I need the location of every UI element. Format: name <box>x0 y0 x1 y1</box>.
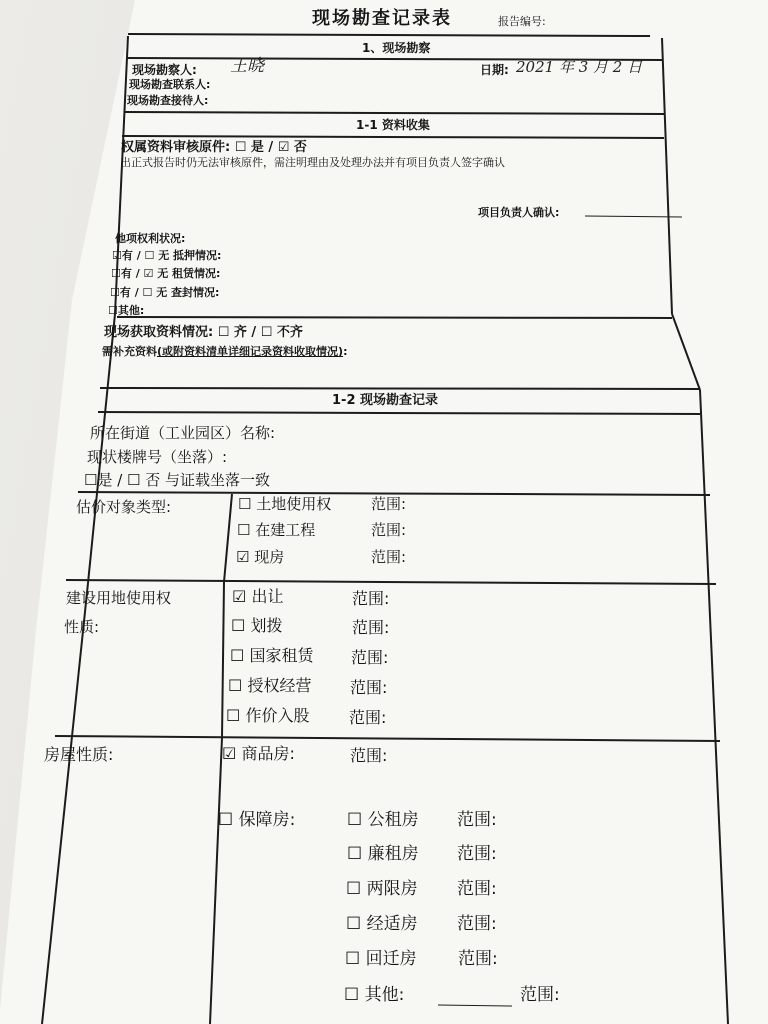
street-label: 所在街道（工业园区）名称: <box>90 424 276 442</box>
affordable-public-rental-range: 范围: <box>457 810 497 830</box>
page-title: 现场勘查记录表 <box>312 8 452 29</box>
manager-confirm-label: 项目负责人确认: <box>478 206 560 219</box>
affordable-other[interactable]: ☐ 其他: <box>344 985 405 1005</box>
report-number-label: 报告编号: <box>498 15 546 28</box>
land-use-allocation-range: 范围: <box>352 618 390 637</box>
object-type-construction-range: 范围: <box>371 521 407 539</box>
supplement-text: 需补充资料 <box>102 345 157 358</box>
land-use-equity[interactable]: ☐ 作价入股 <box>226 706 310 725</box>
section-1-2-heading: 1-2 现场勘查记录 <box>332 393 439 408</box>
land-use-authorized-range: 范围: <box>350 678 388 697</box>
house-nature-label: 房屋性质: <box>44 745 114 764</box>
object-type-label: 估价对象类型: <box>76 498 172 516</box>
land-use-label-2: 性质: <box>64 618 100 636</box>
land-use-equity-range: 范围: <box>349 708 387 727</box>
affordable-economic[interactable]: ☐ 经适房 <box>346 914 418 934</box>
other-status[interactable]: ☐其他: <box>108 304 145 317</box>
original-check[interactable]: 权属资料审核原件: ☐ 是 / ☑ 否 <box>121 140 307 155</box>
land-use-lease-range: 范围: <box>351 648 389 667</box>
land-use-label-1: 建设用地使用权 <box>66 589 172 607</box>
date-value: 2021 年 3 月 2 日 <box>516 58 643 76</box>
receiver-label: 现场勘查接待人: <box>127 94 209 107</box>
seizure-status[interactable]: ☐有 / ☐ 无 查封情况: <box>110 286 220 299</box>
other-rights-label: 他项权利状况: <box>115 232 186 245</box>
original-note: 出正式报告时仍无法审核原件，需注明理由及处理办法并有项目负责人签字确认 <box>120 156 505 169</box>
supplement-colon: : <box>343 345 348 358</box>
object-type-land[interactable]: ☐ 土地使用权 <box>238 495 332 513</box>
affordable-relocation[interactable]: ☐ 回迁房 <box>345 949 417 969</box>
materials-status[interactable]: 现场获取资料情况: ☐ 齐 / ☐ 不齐 <box>104 325 303 340</box>
section-1-1-heading: 1-1 资料收集 <box>356 118 430 132</box>
contact-label: 现场勘查联系人: <box>129 78 211 91</box>
surveyor-label: 现场勘察人: <box>132 63 197 77</box>
location-consistent[interactable]: ☐是 / ☐ 否 与证载坐落一致 <box>84 471 271 489</box>
house-commercial[interactable]: ☑ 商品房: <box>222 744 295 763</box>
affordable-relocation-range: 范围: <box>458 949 498 969</box>
affordable-economic-range: 范围: <box>457 914 497 934</box>
surveyor-signature: 王晓 <box>230 56 264 76</box>
mortgage-status[interactable]: ☑有 / ☐ 无 抵押情况: <box>112 249 222 262</box>
supplement-note: (或附资料清单详细记录资料收取情况) <box>157 345 344 358</box>
land-use-transfer-range: 范围: <box>352 589 390 608</box>
affordable-low-rent[interactable]: ☐ 廉租房 <box>347 844 419 864</box>
lease-status[interactable]: ☐有 / ☑ 无 租赁情况: <box>111 267 221 280</box>
land-use-lease[interactable]: ☐ 国家租赁 <box>230 646 314 665</box>
affordable-low-rent-range: 范围: <box>457 844 497 864</box>
affordable-price-limited-range: 范围: <box>457 879 497 899</box>
object-type-existing-range: 范围: <box>371 548 407 566</box>
land-use-authorized[interactable]: ☐ 授权经营 <box>228 676 312 695</box>
house-commercial-range: 范围: <box>350 746 388 765</box>
land-use-transfer[interactable]: ☑ 出让 <box>232 587 284 606</box>
object-type-construction[interactable]: ☐ 在建工程 <box>237 521 316 539</box>
building-no-label: 现状楼牌号（坐落）: <box>87 448 228 466</box>
affordable-public-rental[interactable]: ☐ 公租房 <box>347 810 419 830</box>
affordable-price-limited[interactable]: ☐ 两限房 <box>346 879 418 899</box>
date-label: 日期: <box>480 63 509 77</box>
house-affordable[interactable]: ☐ 保障房: <box>218 810 296 830</box>
object-type-existing[interactable]: ☑ 现房 <box>236 548 285 566</box>
section-1-heading: 1、现场勘察 <box>362 41 431 55</box>
supplement-label <box>102 346 347 357</box>
land-use-allocation[interactable]: ☐ 划拨 <box>231 616 283 635</box>
object-type-land-range: 范围: <box>371 495 407 513</box>
affordable-other-range: 范围: <box>520 985 560 1005</box>
